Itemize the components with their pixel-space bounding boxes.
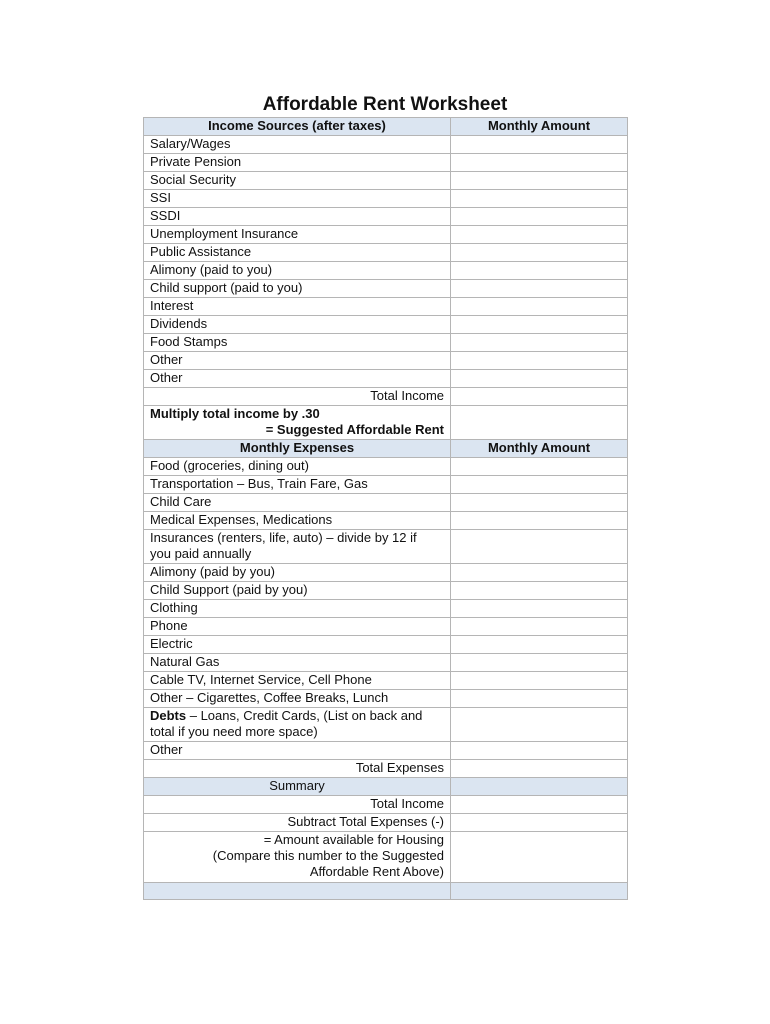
income-item-label: Public Assistance	[144, 244, 451, 262]
income-item-label: Child support (paid to you)	[144, 280, 451, 298]
income-amount-cell[interactable]	[451, 136, 628, 154]
suggested-rent-row	[144, 406, 628, 440]
expense-row	[144, 476, 628, 494]
expense-row	[144, 564, 628, 582]
footer-band-right	[451, 883, 628, 900]
insurances-line-2: you paid annually	[150, 546, 252, 561]
total-expenses-row	[144, 760, 628, 778]
income-item-label: Dividends	[144, 316, 451, 334]
footer-band-row	[144, 883, 628, 900]
income-row	[144, 154, 628, 172]
summary-row	[144, 796, 628, 814]
expense-row	[144, 690, 628, 708]
income-item-label: Food Stamps	[144, 334, 451, 352]
expense-amount-cell[interactable]	[451, 458, 628, 476]
expense-row	[144, 654, 628, 672]
income-amount-cell[interactable]	[451, 280, 628, 298]
expense-item-label: Medical Expenses, Medications	[144, 512, 451, 530]
total-expenses-amount-cell[interactable]	[451, 760, 628, 778]
income-amount-cell[interactable]	[451, 370, 628, 388]
expense-row	[144, 636, 628, 654]
income-row	[144, 136, 628, 154]
expense-item-label	[144, 708, 451, 742]
expense-item-label	[144, 530, 451, 564]
expense-row	[144, 672, 628, 690]
expense-item-label: Alimony (paid by you)	[144, 564, 451, 582]
income-item-label: Alimony (paid to you)	[144, 262, 451, 280]
expense-row	[144, 494, 628, 512]
debts-bold-label: Debts	[150, 708, 187, 723]
expense-amount-cell[interactable]	[451, 654, 628, 672]
income-row	[144, 280, 628, 298]
suggested-rent-label	[144, 406, 451, 440]
expense-item-label: Cable TV, Internet Service, Cell Phone	[144, 672, 451, 690]
income-item-label: Private Pension	[144, 154, 451, 172]
income-row	[144, 334, 628, 352]
expense-row	[144, 530, 628, 564]
insurances-line-1: Insurances (renters, life, auto) – divide by 12 if	[150, 530, 417, 545]
summary-total-income-cell[interactable]	[451, 796, 628, 814]
expense-amount-cell[interactable]	[451, 636, 628, 654]
worksheet-table	[143, 117, 628, 900]
expense-amount-cell[interactable]	[451, 476, 628, 494]
expense-item-label: Child Care	[144, 494, 451, 512]
income-row	[144, 370, 628, 388]
debts-rest-label: – Loans, Credit Cards, (List on back and	[186, 708, 423, 723]
total-income-row	[144, 388, 628, 406]
income-monthly-amount-header: Monthly Amount	[451, 118, 628, 136]
income-item-label: Interest	[144, 298, 451, 316]
expense-amount-cell[interactable]	[451, 742, 628, 760]
monthly-expenses-header: Monthly Expenses	[144, 440, 451, 458]
income-row	[144, 190, 628, 208]
debts-line-1	[150, 708, 444, 724]
expense-item-label: Transportation – Bus, Train Fare, Gas	[144, 476, 451, 494]
income-row	[144, 298, 628, 316]
multiply-label: Multiply total income by .30	[150, 406, 320, 421]
available-line-3: Affordable Rent Above)	[309, 864, 444, 879]
expense-item-label: Child Support (paid by you)	[144, 582, 451, 600]
income-row	[144, 316, 628, 334]
expense-item-label: Phone	[144, 618, 451, 636]
expense-amount-cell[interactable]	[451, 494, 628, 512]
suggested-affordable-rent-label: = Suggested Affordable Rent	[265, 422, 444, 437]
income-amount-cell[interactable]	[451, 190, 628, 208]
income-row	[144, 208, 628, 226]
summary-available-cell[interactable]	[451, 832, 628, 883]
income-row	[144, 172, 628, 190]
summary-total-income-label: Total Income	[144, 796, 451, 814]
expenses-monthly-amount-header: Monthly Amount	[451, 440, 628, 458]
income-item-label: Other	[144, 352, 451, 370]
expense-amount-cell[interactable]	[451, 672, 628, 690]
summary-row	[144, 832, 628, 883]
income-row	[144, 262, 628, 280]
debts-line-2: total if you need more space)	[150, 724, 318, 739]
expense-amount-cell[interactable]	[451, 582, 628, 600]
expenses-header-row	[144, 440, 628, 458]
expense-row	[144, 600, 628, 618]
income-header-row	[144, 118, 628, 136]
page-title: Affordable Rent Worksheet	[262, 94, 508, 115]
income-item-label: SSI	[144, 190, 451, 208]
expense-amount-cell[interactable]	[451, 690, 628, 708]
income-item-label: Unemployment Insurance	[144, 226, 451, 244]
expense-row	[144, 618, 628, 636]
expense-row	[144, 458, 628, 476]
income-item-label: Social Security	[144, 172, 451, 190]
summary-subtract-label: Subtract Total Expenses (-)	[144, 814, 451, 832]
summary-header: Summary	[144, 778, 451, 796]
income-item-label: Salary/Wages	[144, 136, 451, 154]
income-amount-cell[interactable]	[451, 298, 628, 316]
expense-amount-cell[interactable]	[451, 600, 628, 618]
expense-amount-cell[interactable]	[451, 708, 628, 742]
income-amount-cell[interactable]	[451, 262, 628, 280]
expense-item-label: Food (groceries, dining out)	[144, 458, 451, 476]
total-income-amount-cell[interactable]	[451, 388, 628, 406]
income-row	[144, 244, 628, 262]
income-item-label: SSDI	[144, 208, 451, 226]
total-income-label: Total Income	[144, 388, 451, 406]
total-expenses-label: Total Expenses	[144, 760, 451, 778]
summary-row	[144, 814, 628, 832]
income-item-label: Other	[144, 370, 451, 388]
expense-amount-cell[interactable]	[451, 618, 628, 636]
expense-item-label: Clothing	[144, 600, 451, 618]
summary-subtract-cell[interactable]	[451, 814, 628, 832]
expense-amount-cell[interactable]	[451, 530, 628, 564]
expense-amount-cell[interactable]	[451, 512, 628, 530]
income-amount-cell[interactable]	[451, 208, 628, 226]
income-amount-cell[interactable]	[451, 244, 628, 262]
income-amount-cell[interactable]	[451, 226, 628, 244]
expense-row	[144, 742, 628, 760]
income-amount-cell[interactable]	[451, 316, 628, 334]
income-sources-header: Income Sources (after taxes)	[144, 118, 451, 136]
suggested-rent-amount-cell[interactable]	[451, 406, 628, 440]
expense-item-label: Other – Cigarettes, Coffee Breaks, Lunch	[144, 690, 451, 708]
expense-item-label: Other	[144, 742, 451, 760]
expense-item-label: Electric	[144, 636, 451, 654]
income-row	[144, 352, 628, 370]
expense-row	[144, 708, 628, 742]
income-amount-cell[interactable]	[451, 352, 628, 370]
available-line-1: = Amount available for Housing	[263, 832, 444, 847]
expense-row	[144, 582, 628, 600]
available-line-2: (Compare this number to the Suggested	[212, 848, 444, 863]
summary-header-blank	[451, 778, 628, 796]
summary-header-row	[144, 778, 628, 796]
expense-row	[144, 512, 628, 530]
expense-item-label: Natural Gas	[144, 654, 451, 672]
expense-amount-cell[interactable]	[451, 564, 628, 582]
income-amount-cell[interactable]	[451, 154, 628, 172]
income-row	[144, 226, 628, 244]
footer-band-left	[144, 883, 451, 900]
income-amount-cell[interactable]	[451, 172, 628, 190]
income-amount-cell[interactable]	[451, 334, 628, 352]
summary-available-label	[144, 832, 451, 883]
